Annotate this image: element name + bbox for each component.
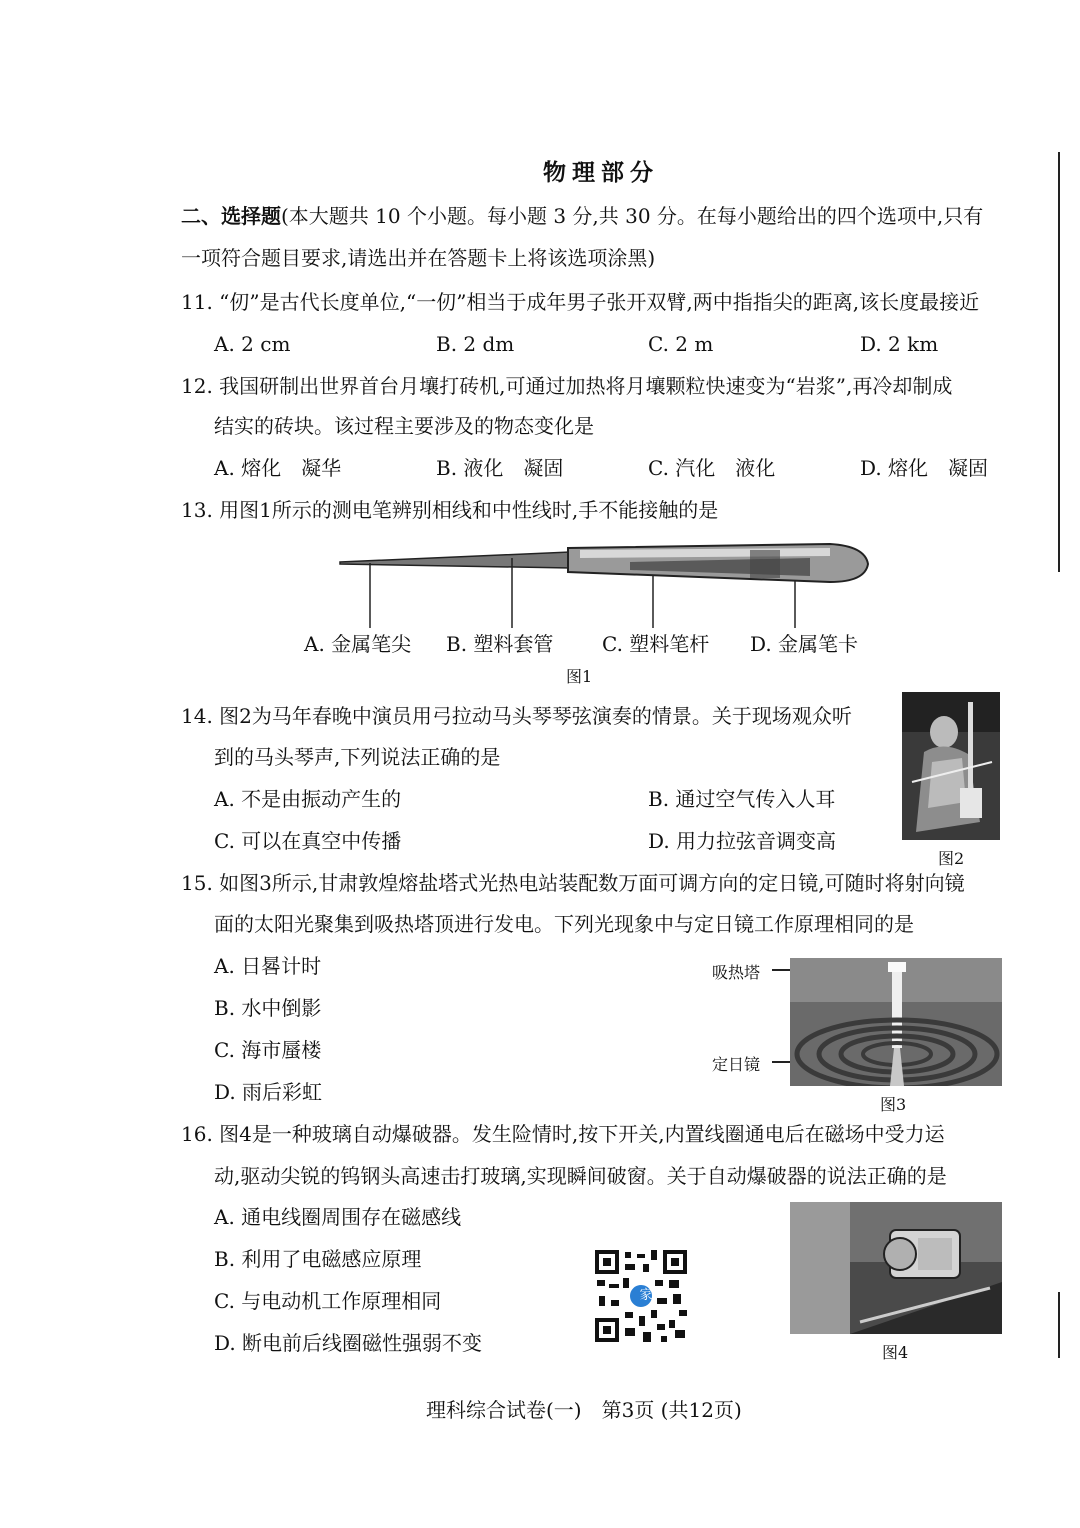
q15-stem-line-2: 面的太阳光聚集到吸热塔顶进行发电。下列光现象中与定日镜工作原理相同的是 (214, 912, 914, 936)
scan-edge-mark (1058, 152, 1060, 572)
figure-2-performer-photo (902, 692, 1000, 840)
q11-stem: 11. “仞”是古代长度单位,“一仞”相当于成年男子张开双臂,两中指指尖的距离,该长度最接近 (181, 290, 980, 314)
figure-1-label-b: B. 塑料套管 (446, 632, 554, 656)
q15-option-b: B. 水中倒影 (214, 996, 322, 1020)
q14-option-d: D. 用力拉弦音调变高 (648, 829, 837, 853)
q16-option-d: D. 断电前后线圈磁性强弱不变 (214, 1331, 483, 1355)
q16-stem-line-1: 16. 图4是一种玻璃自动爆破器。发生险情时,按下开关,内置线圈通电后在磁场中受力运 (181, 1122, 945, 1146)
q11-option-c: C. 2 m (648, 332, 714, 356)
q15-option-c: C. 海市蜃楼 (214, 1038, 322, 1062)
q12-stem-line-1: 12. 我国研制出世界首台月壤打砖机,可通过加热将月壤颗粒快速变为“岩浆”,再冷却制成 (181, 374, 953, 398)
q11-option-d: D. 2 km (860, 332, 939, 356)
q15-option-a: A. 日晷计时 (214, 954, 322, 978)
figure-1-test-pen-illustration (330, 536, 890, 628)
q16-option-b: B. 利用了电磁感应原理 (214, 1247, 422, 1271)
q11-option-b: B. 2 dm (436, 332, 515, 356)
q14-option-b: B. 通过空气传入人耳 (648, 787, 836, 811)
figure-1-label-c: C. 塑料笔杆 (602, 632, 710, 656)
qr-center-badge: 家 (639, 1288, 653, 1303)
q16-option-a: A. 通电线圈周围存在磁感线 (214, 1205, 462, 1229)
q12-option-a: A. 熔化 凝华 (214, 456, 342, 480)
figure-3-caption: 图3 (880, 1095, 907, 1114)
figure-1-label-d: D. 金属笔卡 (750, 632, 859, 656)
page-footer: 理科综合试卷(一) 第3页 (共12页) (426, 1398, 742, 1422)
instructions-line-2: 一项符合题目要求,请选出并在答题卡上将该选项涂黑) (181, 246, 656, 270)
instructions-text: (本大题共 10 个小题。每小题 3 分,共 30 分。在每小题给出的四个选项中,只有 (281, 204, 984, 228)
instructions-line-1 (181, 204, 983, 228)
q14-option-a: A. 不是由振动产生的 (214, 787, 402, 811)
q12-option-c: C. 汽化 液化 (648, 456, 776, 480)
figure-3-label-tower: 吸热塔 (712, 963, 761, 982)
q12-option-d: D. 熔化 凝固 (860, 456, 989, 480)
figure-1-label-a: A. 金属笔尖 (304, 632, 412, 656)
figure-2-caption: 图2 (938, 849, 965, 868)
scan-edge-mark (1058, 1292, 1060, 1358)
figure-4-caption: 图4 (882, 1343, 909, 1362)
q15-option-d: D. 雨后彩虹 (214, 1080, 323, 1104)
q14-stem-line-1: 14. 图2为马年春晚中演员用弓拉动马头琴琴弦演奏的情景。关于现场观众听 (181, 704, 852, 728)
q12-option-b: B. 液化 凝固 (436, 456, 564, 480)
figure-3-solar-station-photo (790, 958, 1002, 1086)
q11-option-a: A. 2 cm (214, 332, 291, 356)
q14-stem-line-2: 到的马头琴声,下列说法正确的是 (214, 745, 501, 769)
instructions-label: 二、选择题 (181, 204, 281, 228)
section-title: 物理部分 (543, 159, 659, 186)
q14-option-c: C. 可以在真空中传播 (214, 829, 402, 853)
figure-1-caption: 图1 (566, 667, 593, 686)
q16-option-c: C. 与电动机工作原理相同 (214, 1289, 442, 1313)
figure-3-label-mirror: 定日镜 (712, 1055, 761, 1074)
q13-stem: 13. 用图1所示的测电笔辨别相线和中性线时,手不能接触的是 (181, 498, 719, 522)
q15-stem-line-1: 15. 如图3所示,甘肃敦煌熔盐塔式光热电站装配数万面可调方向的定日镜,可随时将射向镜 (181, 871, 965, 895)
figure-4-glass-breaker-photo (790, 1202, 1002, 1334)
q12-stem-line-2: 结实的砖块。该过程主要涉及的物态变化是 (214, 414, 594, 438)
q16-stem-line-2: 动,驱动尖锐的钨钢头高速击打玻璃,实现瞬间破窗。关于自动爆破器的说法正确的是 (214, 1164, 947, 1188)
